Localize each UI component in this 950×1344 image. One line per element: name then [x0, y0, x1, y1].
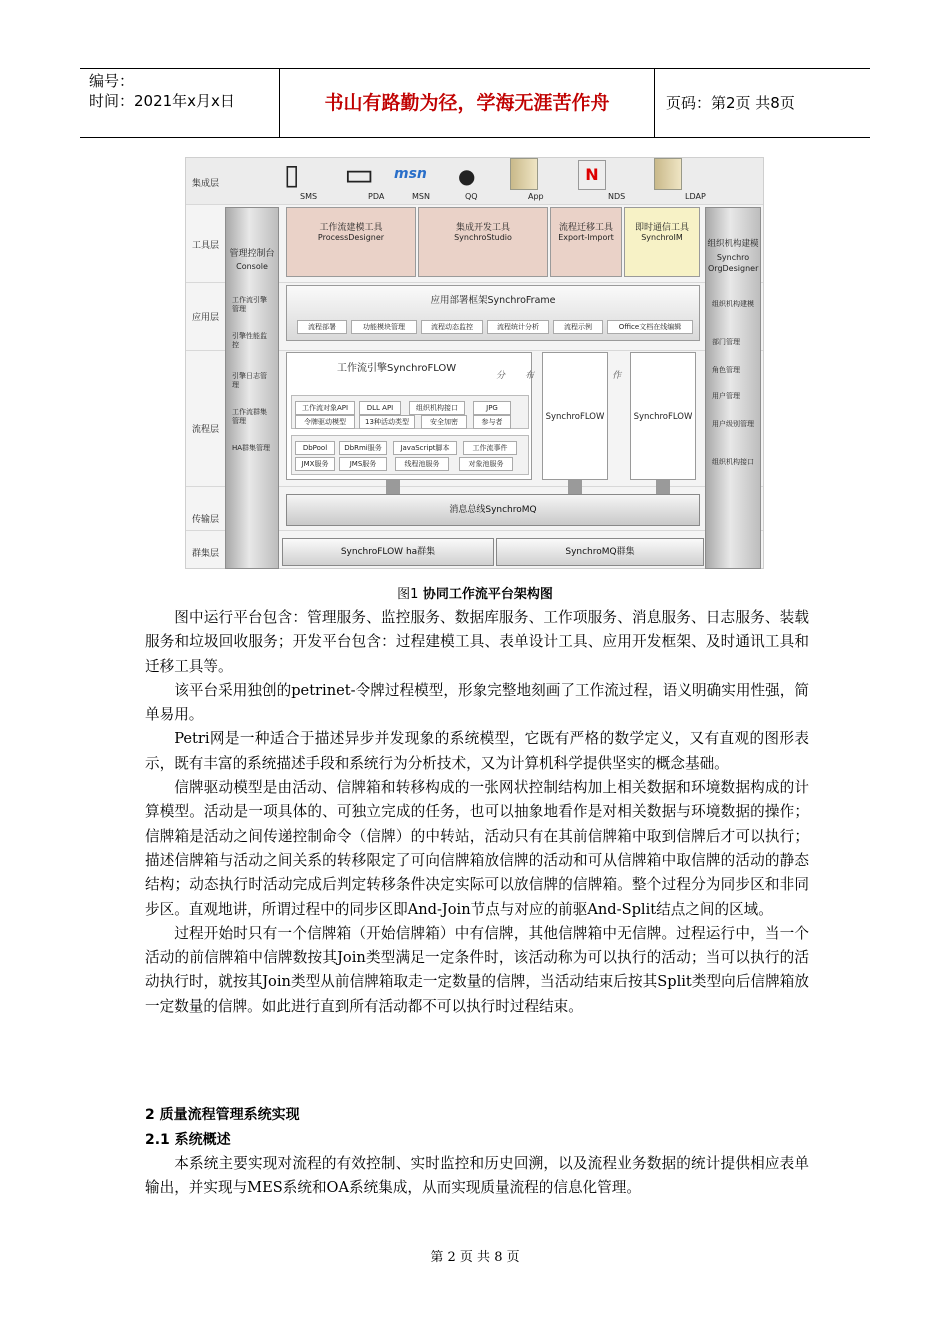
tool-box — [286, 207, 416, 277]
novell-icon: N — [578, 160, 606, 190]
connector — [568, 480, 582, 494]
caption-number: 图1 — [397, 587, 419, 602]
tool-box — [418, 207, 548, 277]
flow-node: SynchroFLOW — [542, 352, 608, 480]
icon-label: App — [528, 192, 544, 201]
layer-integration — [186, 155, 763, 205]
right-item: 部门管理 — [712, 338, 740, 346]
mq-bus: 消息总线SynchroMQ — [286, 494, 700, 526]
icon-label: PDA — [368, 192, 385, 201]
figure-caption — [0, 583, 950, 602]
layer-label: 工具层 — [192, 241, 220, 251]
flow-node: SynchroFLOW — [630, 352, 696, 480]
engine-chip: 线程池服务 — [395, 457, 449, 471]
paragraph: 图中运行平台包含：管理服务、监控服务、数据库服务、工作项服务、消息服务、日志服务、装载服务和垃圾回收服务；开发平台包含：过程建模工具、表单设计工具、应用开发框架、及时通讯工具和迁移工具等。 — [145, 609, 809, 675]
icon-label: NDS — [608, 192, 626, 201]
paragraph: 过程开始时只有一个信牌箱（开始信牌箱）中有信牌，其他信牌箱中无信牌。过程运行中，当一个活动的前信牌箱中信牌数按其Join类型满足一定条件时，该活动称为可以执行的活动；当可以执行的活动执行时，就按其Join类型从前信牌箱取走一定数量的信牌，当活动结束后按其Split类型向后信牌箱放一定数量的信牌。如此进行直到所有活动都不可以执行时过程结束。 — [145, 924, 809, 1015]
console-column — [225, 207, 279, 569]
server-icon — [654, 158, 682, 190]
cluster-flow: SynchroFLOW ha群集 — [282, 538, 494, 566]
org-label: 组织机构建模 — [707, 239, 759, 249]
icon-label: QQ — [465, 192, 478, 201]
engine-chip: 13种活动类型 — [359, 415, 415, 429]
tool-sub: ProcessDesigner — [317, 233, 385, 242]
engine-chip: DbRmi服务 — [339, 441, 387, 455]
tool-sub: Export-Import — [558, 233, 614, 242]
engine-chip: JMS服务 — [339, 457, 387, 471]
frame-item: 流程示例 — [553, 320, 603, 334]
right-item: 角色管理 — [712, 366, 740, 374]
left-item: 工作流引擎管理 — [232, 296, 267, 313]
phone-icon: ▯ — [284, 158, 300, 191]
layer-label: 群集层 — [192, 549, 220, 559]
page-header — [80, 68, 870, 138]
frame-item: 流程动态监控 — [421, 320, 483, 334]
engine-chip: 令牌驱动模型 — [295, 415, 355, 429]
distributed-char: 分 — [496, 371, 506, 381]
layer-label: 传输层 — [192, 515, 220, 525]
org-column — [705, 207, 761, 569]
console-sub: Console — [236, 262, 268, 271]
right-item: 组织机构建模 — [712, 300, 754, 308]
connector — [656, 480, 670, 494]
engine-chip: JavaScript脚本 — [393, 441, 457, 455]
distributed-char: 布 — [525, 371, 535, 381]
section-heading: 2 质量流程管理系统实现 — [145, 1107, 300, 1123]
header-motto: 书山有路勤为径，学海无涯苦作舟 — [280, 69, 655, 137]
left-item: 工作流群集管理 — [232, 408, 267, 425]
frame-item: 功能模块管理 — [351, 320, 417, 334]
caption-text: 协同工作流平台架构图 — [422, 587, 553, 602]
paragraph: 信牌驱动模型是由活动、信牌箱和转移构成的一张网状控制结构加上相关数据和环境数据构成的计算模型。活动是一项具体的、可独立完成的任务，也可以抽象地看作是对相关数据与环境数据的操作；信牌箱是活动之间传递控制命令（信牌）的中转站，活动只有在其前信牌箱中取到信牌后才可以执行；描述信牌箱与活动之间关系的转移限定了可向信牌箱放信牌的活动和可从信牌箱中取信牌的活动的静态结构；动态执行时活动完成后判定转移条件决定实际可以放信牌的信牌箱。整个过程分为同步区和非同步区。直观地讲，所谓过程中的同步区即And-Join节点与对应的前驱And-Split结点之间的区域。 — [145, 779, 809, 918]
layer-label: 集成层 — [192, 179, 220, 189]
icon-label: SMS — [300, 192, 318, 201]
tool-title: 工作流建模工具 — [319, 223, 383, 233]
server-icon — [510, 158, 538, 190]
engine-title: 工作流引擎SynchroFLOW — [337, 363, 457, 374]
engine-chip: DbPool — [295, 441, 335, 455]
body-text — [145, 606, 809, 1019]
time-label: 时间：2021年x月x日 — [89, 92, 235, 110]
distributed-char: 作 — [612, 371, 622, 381]
engine-chip: 对象池服务 — [459, 457, 513, 471]
org-sub: Synchro OrgDesigner — [708, 253, 759, 273]
paragraph: 该平台采用独创的petrinet-令牌过程模型，形象完整地刻画了工作流过程，语义明确实用性强，简单易用。 — [145, 681, 809, 724]
left-item: HA群集管理 — [232, 444, 271, 452]
frame-box — [286, 285, 700, 341]
cluster-mq: SynchroMQ群集 — [496, 538, 704, 566]
qq-penguin-icon: ● — [458, 164, 476, 188]
header-meta — [80, 69, 280, 137]
tool-title: 即时通信工具 — [634, 223, 689, 233]
left-item: 引擎日志管理 — [232, 372, 267, 389]
connector — [386, 480, 400, 494]
tool-title: 集成开发工具 — [455, 223, 510, 233]
subsection-heading: 2.1 系统概述 — [145, 1132, 231, 1148]
paragraph: 本系统主要实现对流程的有效控制、实时监控和历史回溯，以及流程业务数据的统计提供相应表单输出，并实现与MES系统和OA系统集成，从而实现质量流程的信息化管理。 — [145, 1155, 809, 1197]
icon-label: MSN — [412, 192, 430, 201]
left-item: 引擎性能监控 — [232, 332, 267, 349]
engine-chip: 组织机构接口 — [409, 401, 465, 415]
engine-chip: 参与者 — [473, 415, 511, 429]
tool-sub: SynchroIM — [641, 233, 683, 242]
engine-chip: 工作流事件 — [463, 441, 517, 455]
msn-icon: msn — [394, 166, 427, 182]
frame-item: 流程部署 — [297, 320, 347, 334]
engine-chip: 安全加密 — [421, 415, 467, 429]
code-label: 编号： — [89, 72, 135, 90]
right-item: 组织机构接口 — [712, 458, 754, 466]
body-text-2 — [145, 1152, 809, 1201]
tool-box — [550, 207, 622, 277]
page-footer: 第 2 页 共 8 页 — [430, 1250, 520, 1265]
paragraph: Petri网是一种适合于描述异步并发现象的系统模型，它既有严格的数学定义，又有直观的图形表示，既有丰富的系统描述手段和系统行为分析技术，又为计算机科学提供坚实的概念基础。 — [145, 730, 809, 772]
frame-item: Office文档在线编辑 — [607, 320, 693, 334]
tool-title: 流程迁移工具 — [558, 223, 613, 233]
console-label: 管理控制台 — [229, 249, 275, 259]
frame-title: 应用部署框架SynchroFrame — [430, 295, 556, 306]
tool-box — [624, 207, 700, 277]
pda-icon: ▭ — [344, 155, 375, 193]
tool-sub: SynchroStudio — [454, 233, 512, 242]
header-page-info: 页码：第2页 共8页 — [666, 94, 795, 112]
engine-chip: 工作流对象API — [295, 401, 355, 415]
right-item: 用户级别管理 — [712, 420, 754, 428]
layer-label: 流程层 — [192, 425, 220, 435]
layer-label: 应用层 — [192, 313, 220, 323]
right-item: 用户管理 — [712, 392, 740, 400]
engine-chip: JMX服务 — [295, 457, 335, 471]
icon-label: LDAP — [685, 192, 706, 201]
frame-item: 流程统计分析 — [487, 320, 549, 334]
architecture-figure — [185, 157, 764, 569]
engine-chip: JPG — [473, 401, 511, 415]
engine-chip: DLL API — [359, 401, 401, 415]
